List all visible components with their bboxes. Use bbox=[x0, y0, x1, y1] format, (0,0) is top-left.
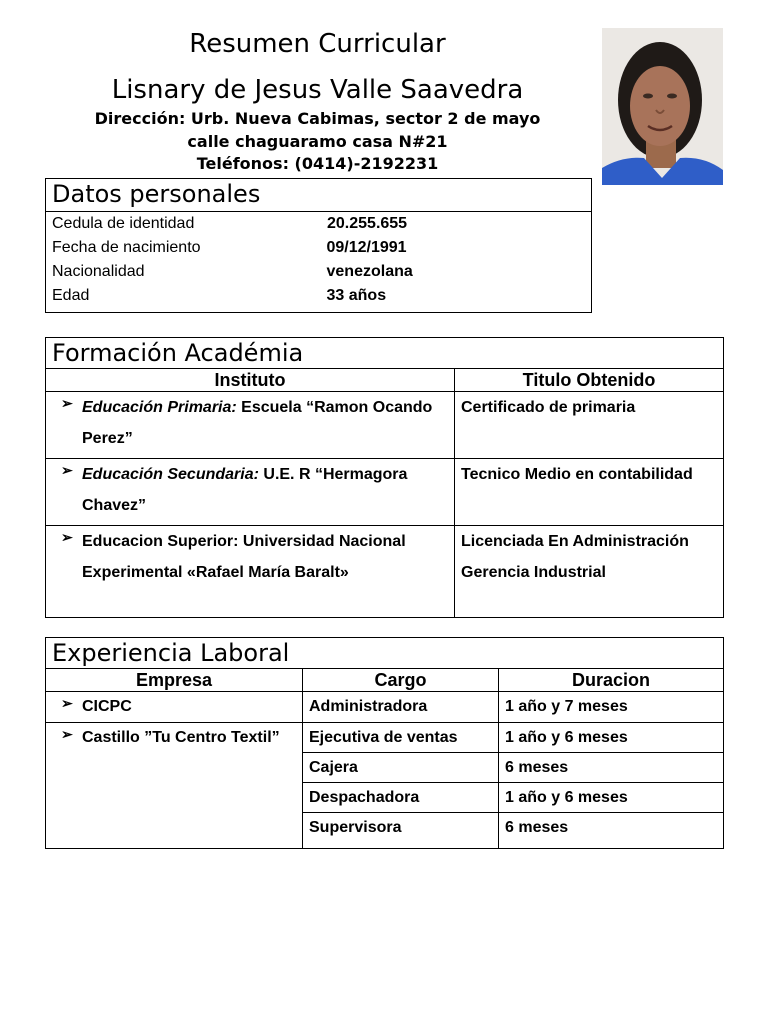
experience-table bbox=[45, 637, 724, 849]
experience-duration: 6 meses bbox=[499, 753, 724, 783]
education-header-institute: Instituto bbox=[46, 369, 455, 392]
person-name: Lisnary de Jesus Valle Saavedra bbox=[111, 75, 524, 105]
experience-header-duration: Duracion bbox=[499, 669, 724, 692]
experience-duration: 1 año y 6 meses bbox=[499, 783, 724, 813]
experience-role: Ejecutiva de ventas bbox=[303, 723, 499, 753]
experience-company bbox=[46, 723, 303, 849]
experience-title: Experiencia Laboral bbox=[46, 638, 724, 669]
education-table bbox=[45, 337, 724, 618]
field-value: 09/12/1991 bbox=[321, 236, 592, 260]
field-value: 20.255.655 bbox=[321, 212, 592, 237]
education-header-degree: Titulo Obtenido bbox=[455, 369, 724, 392]
education-level: Educación Secundaria: bbox=[82, 466, 259, 483]
field-label: Cedula de identidad bbox=[46, 212, 321, 237]
phone-line: Teléfonos: (0414)-2192231 bbox=[196, 154, 439, 173]
field-label: Fecha de nacimiento bbox=[46, 236, 321, 260]
personal-data-title: Datos personales bbox=[46, 179, 592, 212]
education-degree: Licenciada En Administración Gerencia Industrial bbox=[455, 526, 724, 618]
education-institute bbox=[46, 459, 455, 526]
education-institute bbox=[46, 392, 455, 459]
education-institute-name: Educacion Superior: Universidad Nacional Experimental «Rafael María Baralt» bbox=[82, 533, 406, 581]
experience-duration: 1 año y 7 meses bbox=[499, 692, 724, 723]
portrait-photo bbox=[602, 28, 723, 185]
field-label: Nacionalidad bbox=[46, 260, 321, 284]
experience-role: Despachadora bbox=[303, 783, 499, 813]
experience-role: Administradora bbox=[303, 692, 499, 723]
experience-company bbox=[46, 692, 303, 723]
address-line-2: calle chaguaramo casa N#21 bbox=[187, 132, 448, 151]
arrowhead-bullet-icon: ➢ bbox=[61, 726, 73, 742]
personal-data-table bbox=[45, 178, 592, 313]
education-institute-name: Escuela “Ramon Ocando Perez” bbox=[82, 399, 433, 447]
experience-header-role: Cargo bbox=[303, 669, 499, 692]
experience-duration: 6 meses bbox=[499, 813, 724, 849]
arrowhead-bullet-icon: ➢ bbox=[61, 462, 73, 478]
company-name: Castillo ”Tu Centro Textil” bbox=[82, 729, 280, 746]
field-value: venezolana bbox=[321, 260, 592, 284]
education-degree: Tecnico Medio en contabilidad bbox=[455, 459, 724, 526]
experience-header-company: Empresa bbox=[46, 669, 303, 692]
field-label: Edad bbox=[46, 284, 321, 313]
education-institute bbox=[46, 526, 455, 618]
experience-duration: 1 año y 6 meses bbox=[499, 723, 724, 753]
experience-role: Supervisora bbox=[303, 813, 499, 849]
arrowhead-bullet-icon: ➢ bbox=[61, 695, 73, 711]
document-title: Resumen Curricular bbox=[189, 29, 446, 59]
address-line-1: Dirección: Urb. Nueva Cabimas, sector 2 de mayo bbox=[94, 109, 541, 128]
education-institute-name: U.E. R “Hermagora Chavez” bbox=[82, 466, 408, 514]
education-level: Educación Primaria: bbox=[82, 399, 237, 416]
field-value: 33 años bbox=[321, 284, 592, 313]
company-name: CICPC bbox=[82, 698, 132, 715]
education-title: Formación Académia bbox=[46, 338, 724, 369]
arrowhead-bullet-icon: ➢ bbox=[61, 395, 73, 411]
education-degree: Certificado de primaria bbox=[455, 392, 724, 459]
experience-role: Cajera bbox=[303, 753, 499, 783]
arrowhead-bullet-icon: ➢ bbox=[61, 529, 73, 545]
